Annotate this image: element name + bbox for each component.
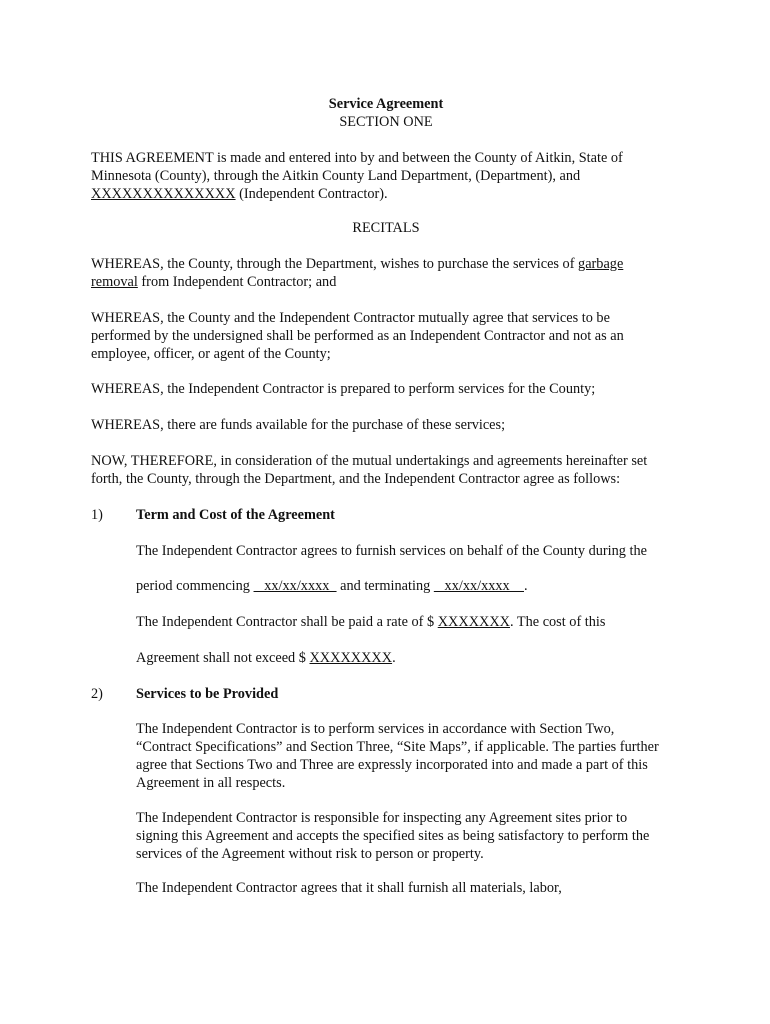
item-1-rate-line (136, 613, 681, 631)
whereas-1-text: WHEREAS, the County, through the Department, wishes to purchase the services of (91, 256, 579, 272)
item-1-line: The Independent Contractor agrees to furnish services on behalf of the County during the (136, 543, 647, 559)
service-type-removal: removal (91, 274, 138, 290)
recitals-heading: RECITALS (352, 220, 420, 236)
rate-value: XXXXXXX (437, 614, 510, 630)
intro-text-end: (Independent Contractor). (235, 186, 388, 202)
item-2-heading: Services to be Provided (136, 686, 279, 702)
intro-text: THIS AGREEMENT is made and entered into by and between the County of Aitkin, State of Minnesota (County), through the Aitkin County Land Department, (Department), and (91, 150, 623, 184)
item-2-paragraph-2: The Independent Contractor is responsible for inspecting any Agreement sites prior to signing this Agreement and accepts the specified sites as being satisfactory to perform the services of the Agreement without risk to person or property. (136, 810, 650, 862)
rate-after: . The cost of this (510, 614, 606, 630)
whereas-paragraph-4: WHEREAS, there are funds available for the purchase of these services; (91, 417, 506, 433)
item-1-period-line (136, 577, 681, 595)
item-1-cost-line (136, 649, 681, 667)
service-type-garbage: garbage (578, 256, 624, 272)
terminating-text: and terminating (336, 578, 434, 594)
whereas-paragraph-2: WHEREAS, the County and the Independent Contractor mutually agree that services to be performed by the undersigned shall be performed as an Independent Contractor and not as an employee, officer, or agent of the County; (91, 310, 624, 362)
whereas-1-text-end: from Independent Contractor; and (137, 274, 337, 290)
item-1-number: 1) (91, 507, 103, 523)
section-heading: SECTION ONE (339, 114, 433, 130)
period-text: period commencing (136, 578, 254, 594)
intro-paragraph (91, 149, 661, 203)
whereas-paragraph-3: WHEREAS, the Independent Contractor is prepared to perform services for the County; (91, 381, 596, 397)
contractor-placeholder: XXXXXXXXXXXXXX (91, 186, 236, 202)
document-title: Service Agreement (328, 96, 444, 112)
now-therefore-paragraph: NOW, THEREFORE, in consideration of the mutual undertakings and agreements hereinafter set forth, the County, through the Department, and the Independent Contractor agree as follows: (91, 453, 648, 487)
rate-text: The Independent Contractor shall be paid a rate of $ (136, 614, 438, 630)
whereas-paragraph-1 (91, 255, 666, 291)
cost-text: Agreement shall not exceed $ (136, 650, 310, 666)
end-date-field: xx/xx/xxxx (433, 578, 524, 594)
item-2-number: 2) (91, 686, 103, 702)
cost-after: . (392, 650, 396, 666)
period-end: . (523, 578, 528, 594)
start-date-field: xx/xx/xxxx (253, 578, 337, 594)
cost-value: XXXXXXXX (309, 650, 393, 666)
item-1-heading: Term and Cost of the Agreement (136, 507, 335, 523)
item-2-paragraph-1: The Independent Contractor is to perform services in accordance with Section Two, “Contract Specifications” and Section Three, “Site Maps”, if applicable. The parties further agree that Sections Two and Three are expressly incorporated into and made a part of this Agreement in all respects. (136, 721, 659, 791)
item-2-paragraph-3: The Independent Contractor agrees that it shall furnish all materials, labor, (136, 880, 562, 896)
